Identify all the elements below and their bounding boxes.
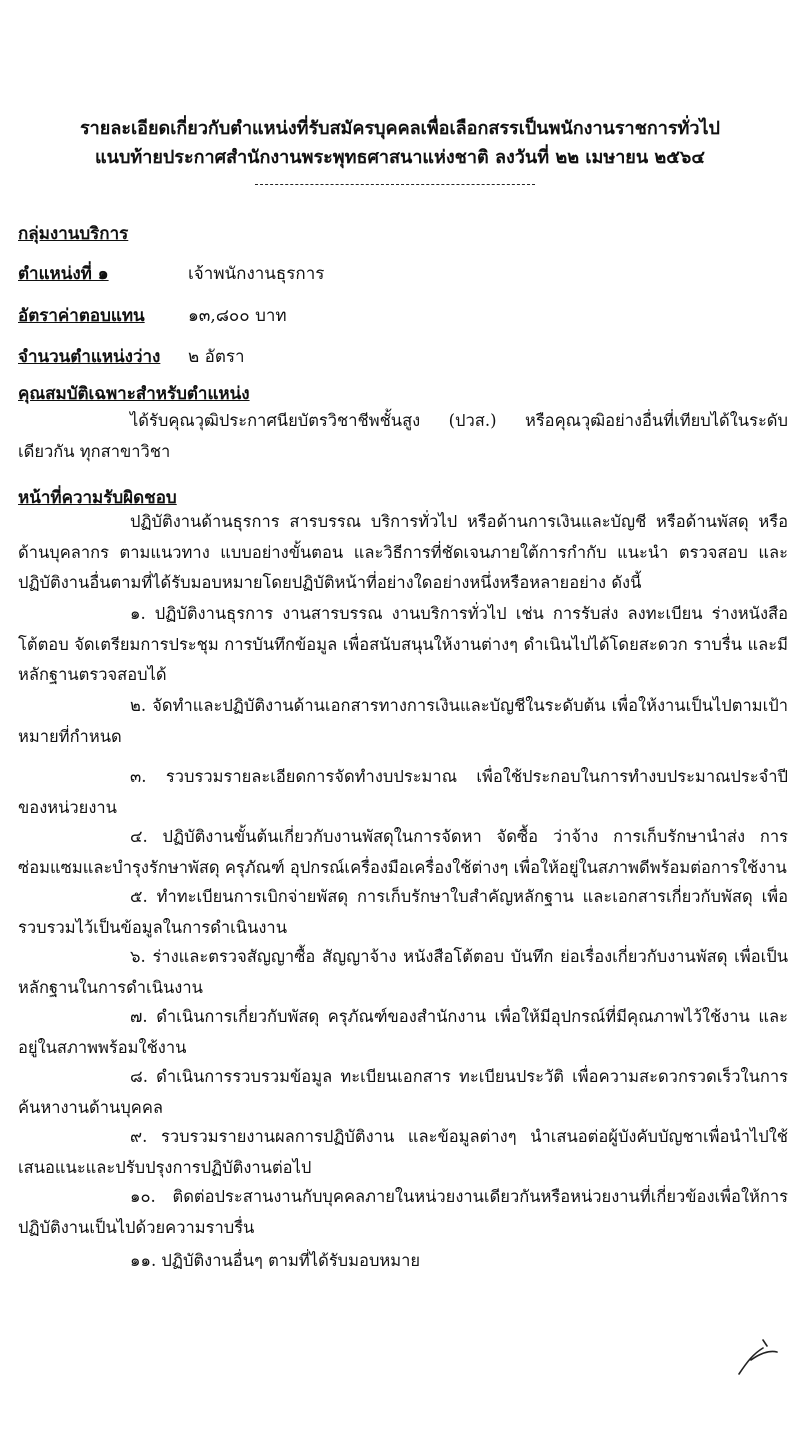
position-value: เจ้าพนักงานธุรการ (188, 264, 325, 284)
salary-value: ๑๓,๘๐๐ บาท (188, 306, 287, 326)
vacancies-value: ๒ อัตรา (188, 347, 245, 367)
duties-intro: ปฏิบัติงานด้านธุรการ สารบรรณ บริการทั่วไป หรือด้านการเงินและบัญชี หรือด้านพัสดุ หรือด้านบุคลากร ตามแนวทาง แบบอย่างขั้นตอน และวิธีการที่ชัดเจนภายใต้การกำกับ แนะนำ ตรวจสอบ และปฏิบัติงานอื่นตามที่ได้รับมอบหมายโดยปฏิบัติหน้าที่อย่างใดอย่างหนึ่งหรือหลายอย่าง ดังนี้ (18, 512, 788, 592)
duty-item-6: ๖. ร่างและตรวจสัญญาซื้อ สัญญาจ้าง หนังสือโต้ตอบ บันทึก ย่อเรื่องเกี่ยวกับงานพัสดุ เพื่อเป็นหลักฐานในการดำเนินงาน (18, 947, 788, 997)
duty-item-5: ๕. ทำทะเบียนการเบิกจ่ายพัสดุ การเก็บรักษาใบสำคัญหลักฐาน และเอกสารเกี่ยวกับพัสดุ เพื่อรวบรวมไว้เป็นข้อมูลในการดำเนินงาน (18, 887, 788, 937)
salary-label: อัตราค่าตอบแทน (18, 306, 145, 326)
signature-mark (733, 1330, 781, 1380)
document-title-line-1: รายละเอียดเกี่ยวกับตำแหน่งที่รับสมัครบุคคลเพื่อเลือกสรรเป็นพนักงานราชการทั่วไป (80, 118, 720, 139)
qualifications-heading: คุณสมบัติเฉพาะสำหรับตำแหน่ง (18, 384, 250, 404)
duty-item-7: ๗. ดำเนินการเกี่ยวกับพัสดุ ครุภัณฑ์ของสำนักงาน เพื่อให้มีอุปกรณ์ที่มีคุณภาพไว้ใช้งาน และอยู่ในสภาพพร้อมใช้งาน (18, 1007, 788, 1057)
duty-item-9: ๙. รวบรวมรายงานผลการปฏิบัติงาน และข้อมูลต่างๆ นำเสนอต่อผู้บังคับบัญชาเพื่อนำไปใช้เสนอแนะและปรับปรุงการปฏิบัติงานต่อไป (18, 1127, 788, 1177)
duty-item-10: ๑๐. ติดต่อประสานงานกับบุคคลภายในหน่วยงานเดียวกันหรือหน่วยงานที่เกี่ยวข้องเพื่อให้การปฏิบัติงานเป็นไปด้วยความราบรื่น (18, 1187, 788, 1237)
duty-item-4: ๔. ปฏิบัติงานขั้นต้นเกี่ยวกับงานพัสดุในการจัดหา จัดซื้อ ว่าจ้าง การเก็บรักษานำส่ง การซ่อมแซมและบำรุงรักษาพัสดุ ครุภัณฑ์ อุปกรณ์เครื่องมือเครื่องใช้ต่างๆ เพื่อให้อยู่ในสภาพดีพร้อมต่อการใช้งาน (18, 827, 788, 877)
duty-item-1: ๑. ปฏิบัติงานธุรการ งานสารบรรณ งานบริการทั่วไป เช่น การรับส่ง ลงทะเบียน ร่างหนังสือโต้ตอบ จัดเตรียมการประชุม การบันทึกข้อมูล เพื่อสนับสนุนให้งานต่างๆ ดำเนินไปได้โดยสะดวก ราบรื่น และมีหลักฐานตรวจสอบได้ (18, 604, 788, 684)
work-group-heading: กลุ่มงานบริการ (18, 224, 129, 244)
qualifications-text: ได้รับคุณวุฒิประกาศนียบัตรวิชาชีพชั้นสูง (ปวส.) หรือคุณวุฒิอย่างอื่นที่เทียบได้ในระดับเดียวกัน ทุกสาขาวิชา (18, 411, 788, 461)
duty-item-3: ๓. รวบรวมรายละเอียดการจัดทำงบประมาณ เพื่อใช้ประกอบในการทำงบประมาณประจำปีของหน่วยงาน (18, 767, 788, 817)
document-title-line-2: แนบท้ายประกาศสำนักงานพระพุทธศาสนาแห่งชาติ ลงวันที่ ๒๒ เมษายน ๒๕๖๔ (95, 147, 705, 168)
duty-item-8: ๘. ดำเนินการรวบรวมข้อมูล ทะเบียนเอกสาร ทะเบียนประวัติ เพื่อความสะดวกรวดเร็วในการค้นหางานด้านบุคคล (18, 1067, 788, 1117)
duties-heading: หน้าที่ความรับผิดชอบ (18, 488, 177, 508)
title-divider (255, 184, 535, 185)
duty-item-2: ๒. จัดทำและปฏิบัติงานด้านเอกสารทางการเงินและบัญชีในระดับต้น เพื่อให้งานเป็นไปตามเป้าหมายที่กำหนด (18, 696, 788, 746)
vacancies-label: จำนวนตำแหน่งว่าง (18, 347, 161, 367)
position-label: ตำแหน่งที่ ๑ (18, 264, 109, 284)
duty-item-11: ๑๑. ปฏิบัติงานอื่นๆ ตามที่ได้รับมอบหมาย (130, 1251, 421, 1270)
